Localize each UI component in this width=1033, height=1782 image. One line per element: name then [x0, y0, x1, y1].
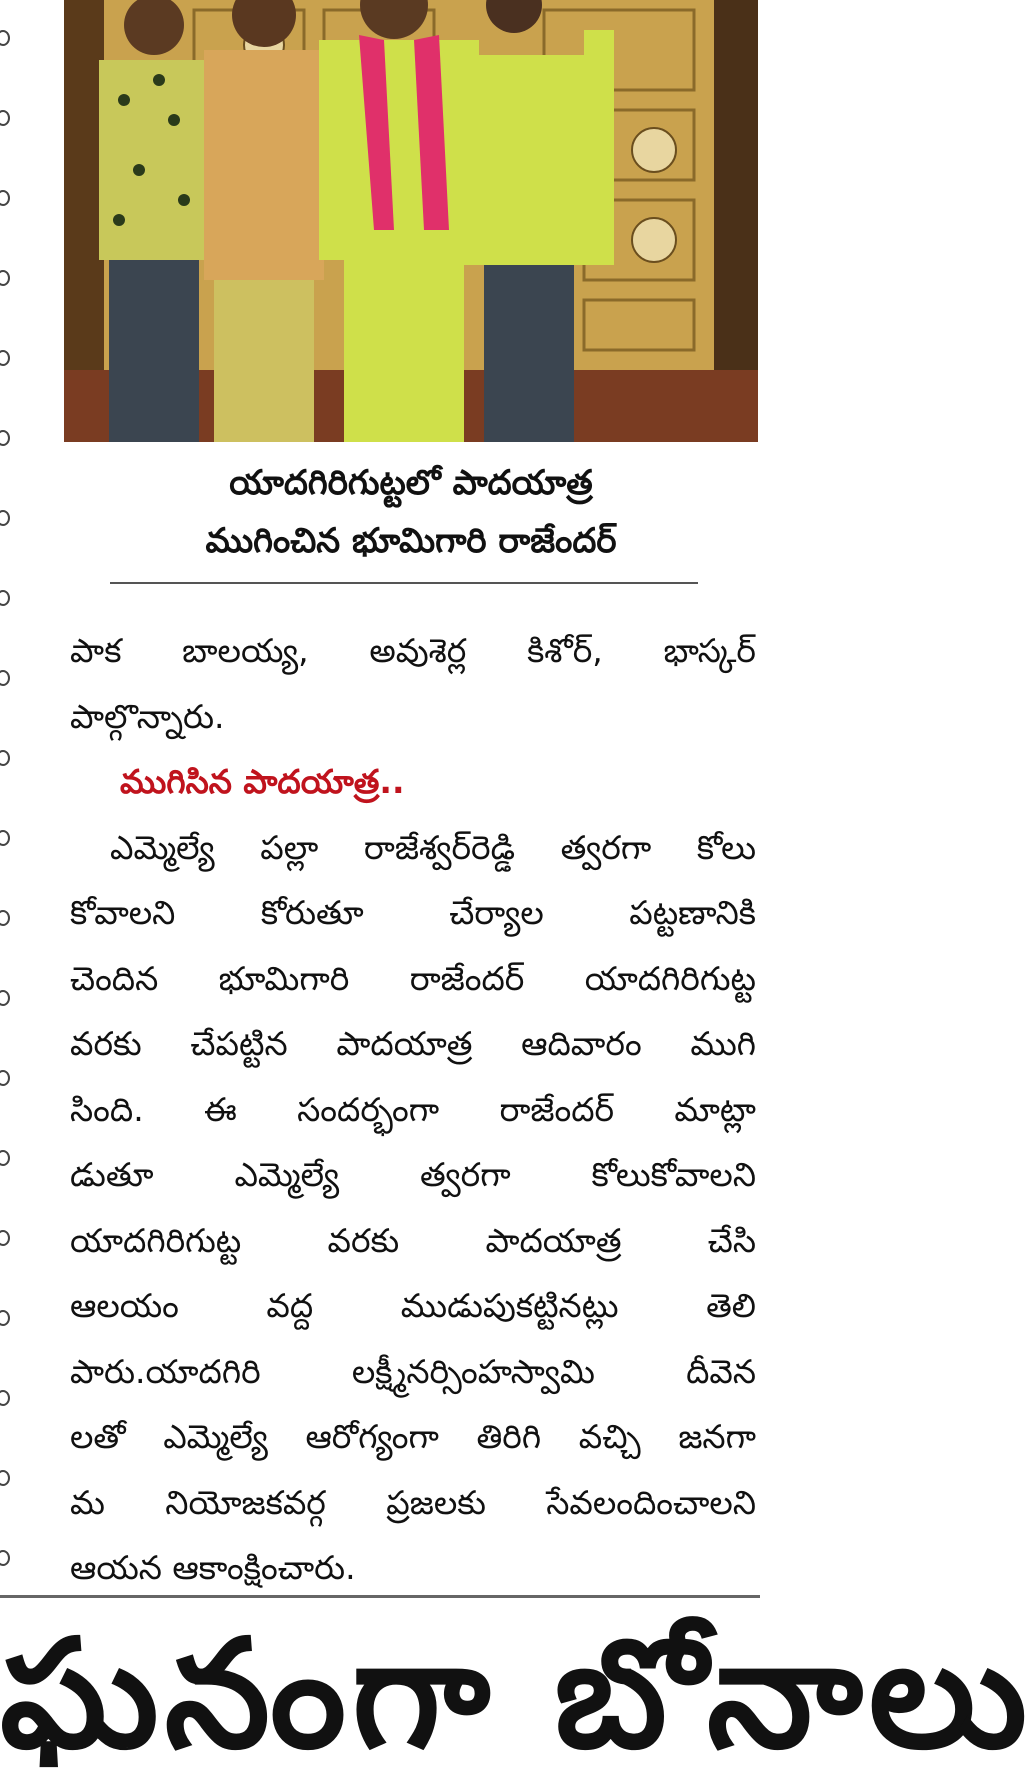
- article-line: ఆలయం వద్ద ముడుపుకట్టినట్లు తెలి: [70, 1286, 756, 1325]
- article-line: పాక బాలయ్య, అవుశెర్ల కిశోర్, భాస్కర్: [70, 631, 756, 670]
- article-line: యాదగిరిగుట్ట వరకు పాదయాత్ర చేసి: [70, 1220, 756, 1260]
- article-line: వరకు చేపట్టిన పాదయాత్ర ఆదివారం ముగి: [70, 1024, 756, 1063]
- article-line: పారు.యాదగిరి లక్ష్మీనర్సింహస్వామి దీవెన: [70, 1351, 756, 1391]
- article-line: చెందిన భూమిగారి రాజేందర్ యాదగిరిగుట్ట: [70, 958, 756, 998]
- article-subheading: ముగిసిన పాదయాత్ర..: [120, 762, 405, 801]
- article-body: [70, 618, 756, 1601]
- article-line: పాల్గొన్నారు.: [70, 696, 225, 736]
- article-line: మ నియోజకవర్గ ప్రజలకు సేవలందించాలని: [70, 1482, 756, 1522]
- article-line: డుతూ ఎమ్మెల్యే త్వరగా కోలుకోవాలని: [70, 1155, 756, 1194]
- next-article-headline: [0, 1606, 1033, 1782]
- article-line: ఆయన ఆకాంక్షించారు.: [70, 1548, 356, 1587]
- article-line: ఎమ్మెల్యే పల్లా రాజేశ్వర్‌రెడ్డి త్వరగా కోలు: [110, 827, 756, 867]
- photo-caption-line-1: యాదగిరిగుట్టలో పాదయాత్ర: [229, 463, 593, 503]
- article-line: సింది. ఈ సందర్భంగా రాజేందర్ మాట్లా: [70, 1089, 756, 1129]
- news-photo: [64, 0, 758, 442]
- caption-divider: [110, 582, 698, 584]
- section-divider: [0, 1595, 760, 1598]
- article-line: లతో ఎమ్మెల్యే ఆరోగ్యంగా తిరిగి వచ్చి జనగా: [70, 1417, 756, 1456]
- next-article-headline-text: ఘనంగా బోనాలు: [0, 1608, 1033, 1782]
- article-line: కోవాలని కోరుతూ చేర్యాల పట్టణానికి: [70, 893, 756, 932]
- photo-caption-line-2: ముగించిన భూమిగారి రాజేందర్: [205, 521, 617, 561]
- adjacent-column-edge: [0, 0, 14, 1600]
